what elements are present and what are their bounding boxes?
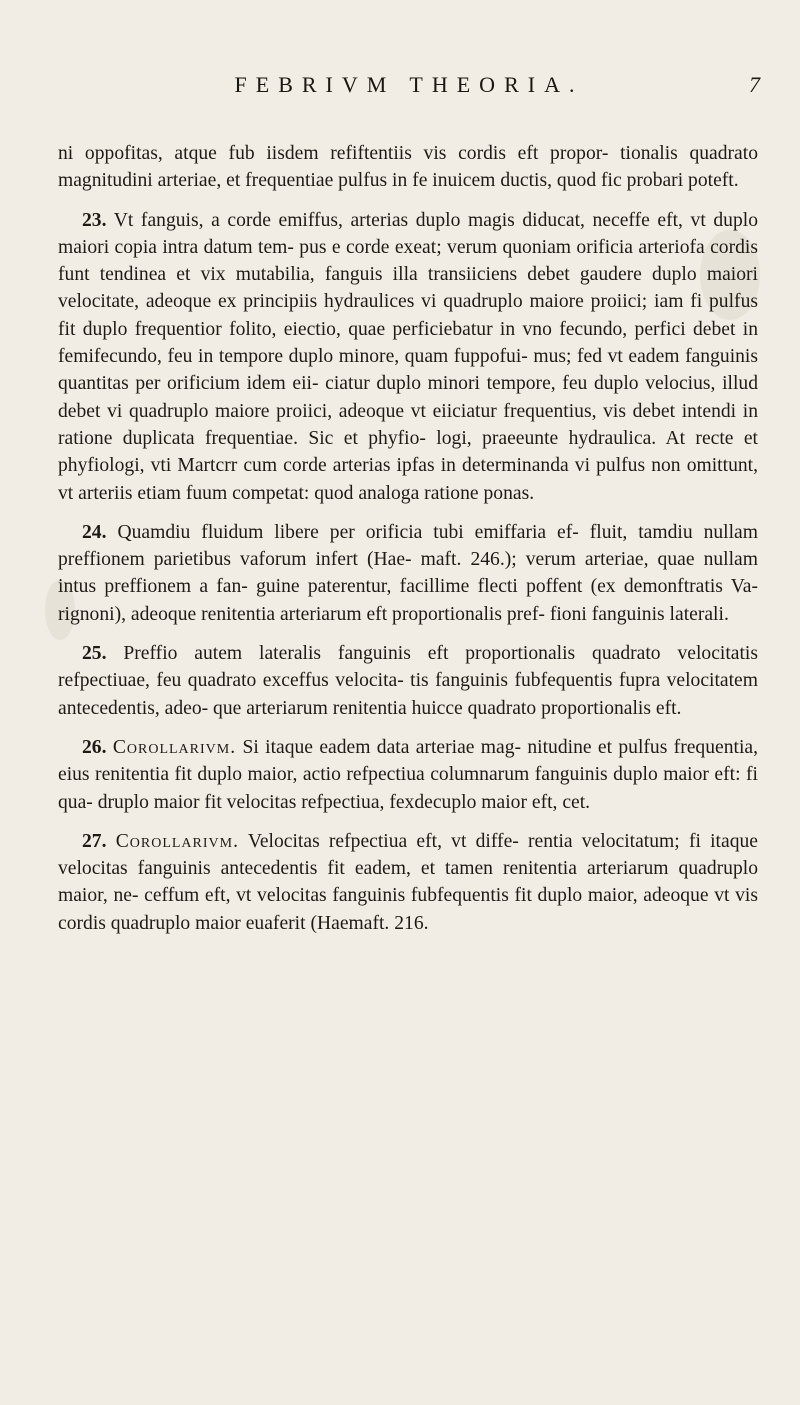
section-number: 23.: [82, 209, 107, 231]
paragraph-23: [58, 207, 758, 507]
paragraph-26: [58, 734, 758, 816]
corollary-label: Corollarivm.: [115, 830, 240, 852]
section-number: 25.: [82, 643, 107, 665]
paragraph-text: Velocitas refpectiua eft, vt diffe- rentia velocitatum; fi itaque velocitas fanguinis antecedentis fit eadem, et tamen renitentia arteriarum quadruplo maior, ne- ceffum eft, vt velocitas fanguinis fubfequentis fit duplo maior, adeoque vt vis cordis quadruplo maior euaferit (Haemaft. 216.: [58, 830, 758, 934]
paragraph-text: Preffio autem lateralis fanguinis eft proportionalis quadrato velocitatis refpectiuae, feu quadrato exceffus velocita- tis fanguinis fubfequentis fupra velocitatem antecedentis, adeo- que arteriarum renitentia huicce quadrato proportionalis eft.: [58, 643, 758, 719]
running-head: [58, 72, 760, 112]
running-title: FEBRIVM THEORIA.: [234, 72, 584, 97]
paragraph-text: ni oppofitas, atque fub iisdem refiftentiis vis cordis eft propor- tionalis quadrato magnitudini arteriae, et frequentiae pulfus in fe inuicem ductis, quod fic probari poteft.: [58, 143, 758, 192]
page-number: 7: [749, 72, 760, 97]
paragraph-text: Quamdiu fluidum libere per orificia tubi emiffaria ef- fluit, tamdiu nullam preffionem parietibus vaforum infert (Hae- maft. 246.); verum arteriae, quae nullam intus preffionem a fan- guine paterentur, facillime flecti poffent (ex demonftratis Va- rignoni), adeoque renitentia arteriarum eft proportionalis pref- fioni fanguinis laterali.: [58, 521, 758, 625]
corollary-label: Corollarivm.: [112, 736, 237, 758]
paragraph-continuation: [58, 140, 758, 195]
paragraph-27: [58, 828, 758, 937]
section-number: 27.: [82, 830, 107, 852]
section-number: 26.: [82, 736, 107, 758]
paragraph-25: [58, 640, 758, 722]
body-text: [58, 140, 758, 949]
paragraph-text: Vt fanguis, a corde emiffus, arterias duplo magis diducat, neceffe eft, vt duplo maiori copia intra datum tem- pus e corde exeat; verum quoniam orificia arteriofa cordis funt tendinea et vix mutabilia, fanguis illa transiiciens debet gaudere duplo maiori velocitate, adeoque ex principiis hydraulices vi quadruplo maiore proiici; iam fi pulfus fit duplo frequentior folito, eiectio, quae perficiebatur in vno fecundo, perfici debet in femifecundo, feu in tempore duplo minore, quam fuppofui- mus; fed vt eadem fanguinis quantitas per orificium idem eii- ciatur duplo minori tempore, feu duplo velocius, illud debet vi quadruplo maiore proiici, adeoque vt eiiciatur frequentius, vis debet intendi in ratione duplicata frequentiae. Sic et phyfio- logi, praeeunte hydraulica. At recte et phyfiologi, vti Martcrr cum corde arterias ipfas in determinanda vi pulfus non omittunt, vt arteriis etiam fuum competat: quod analoga ratione ponas.: [58, 209, 759, 504]
paragraph-24: [58, 519, 758, 628]
paragraph-text: Si itaque eadem data arteriae mag- nitudine et pulfus frequentia, eius renitentia fit duplo maior, actio refpectiua columnarum fanguinis duplo maior eft: fi qua- druplo maior fit velocitas refpectiua, fexdecuplo maior eft, cet.: [58, 736, 758, 813]
section-number: 24.: [82, 521, 107, 543]
